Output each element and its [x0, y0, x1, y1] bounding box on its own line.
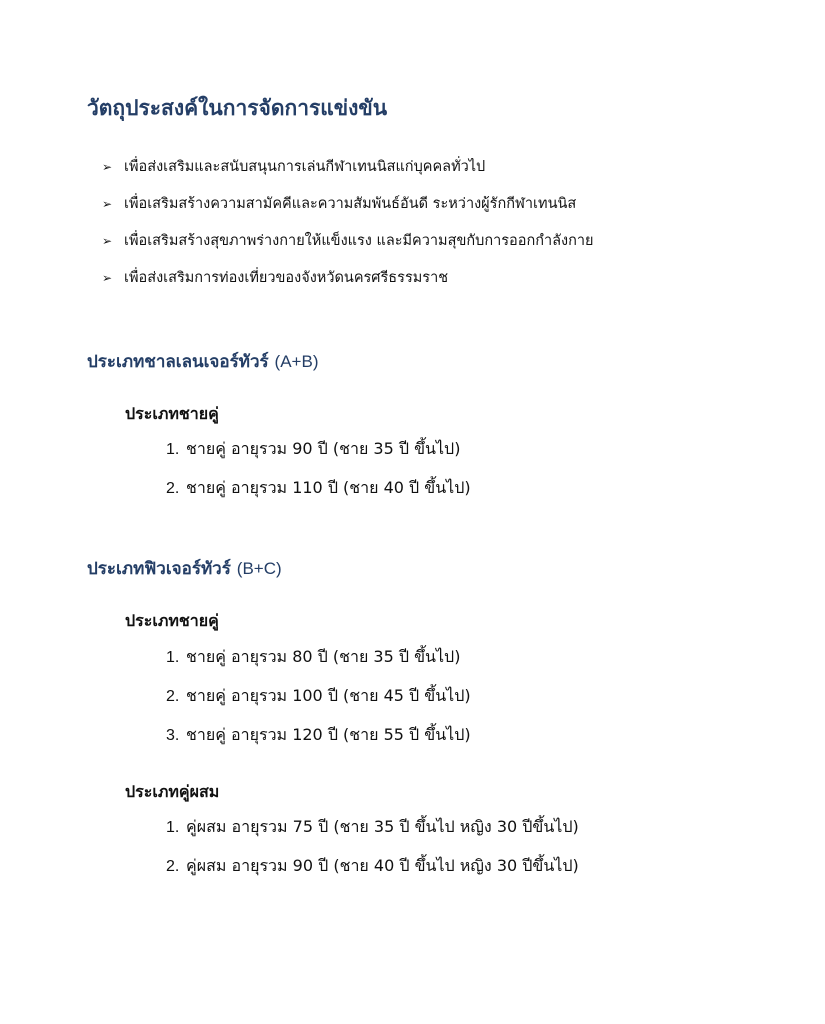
item-number: 2. — [166, 857, 180, 875]
list-item — [102, 222, 594, 259]
objective-text: เพื่อเสริมสร้างความสามัคคีและความสัมพันธ์อันดี ระหว่างผู้รักกีฬาเทนนิส — [124, 196, 577, 212]
item-number: 3. — [166, 726, 180, 744]
item-text: ชายคู่ อายุรวม 90 ปี (ชาย 35 ปี ขึ้นไป) — [186, 439, 461, 458]
arrow-bullet-icon: ➢ — [102, 270, 113, 285]
list-item — [166, 847, 579, 886]
future-mixed-list — [166, 808, 579, 886]
future-title-text: ประเภทฟิวเจอร์ทัวร์ — [87, 559, 231, 579]
arrow-bullet-icon: ➢ — [102, 196, 113, 211]
list-item — [166, 808, 579, 847]
future-men-list — [166, 638, 471, 755]
challenger-category: ประเภทชายคู่ — [125, 404, 219, 423]
objectives-list — [102, 148, 594, 296]
item-text: ชายคู่ อายุรวม 110 ปี (ชาย 40 ปี ขึ้นไป) — [186, 478, 471, 497]
challenger-title-text: ประเภทชาลเลนเจอร์ทัวร์ — [87, 352, 269, 372]
future-mixed-category: ประเภทคู่ผสม — [125, 782, 220, 801]
item-text: ชายคู่ อายุรวม 120 ปี (ชาย 55 ปี ขึ้นไป) — [186, 725, 471, 744]
list-item — [102, 185, 594, 222]
list-item — [166, 430, 471, 469]
item-number: 1. — [166, 818, 180, 836]
item-text: ชายคู่ อายุรวม 80 ปี (ชาย 35 ปี ขึ้นไป) — [186, 647, 461, 666]
list-item — [166, 638, 471, 677]
challenger-title — [87, 348, 318, 375]
objective-text: เพื่อส่งเสริมและสนับสนุนการเล่นกีฬาเทนนิสแก่บุคคลทั่วไป — [124, 159, 486, 175]
list-item — [102, 259, 594, 296]
item-number: 1. — [166, 440, 180, 458]
item-number: 1. — [166, 648, 180, 666]
future-men-category: ประเภทชายคู่ — [125, 611, 219, 630]
challenger-code: (A+B) — [274, 352, 319, 371]
arrow-bullet-icon: ➢ — [102, 233, 113, 248]
list-item — [166, 716, 471, 755]
objective-text: เพื่อส่งเสริมการท่องเที่ยวของจังหวัดนครศรีธรรมราช — [124, 270, 449, 286]
item-text: คู่ผสม อายุรวม 75 ปี (ชาย 35 ปี ขึ้นไป หญิง 30 ปีขึ้นไป) — [186, 817, 579, 836]
arrow-bullet-icon: ➢ — [102, 159, 113, 174]
objectives-title: วัตถุประสงค์ในการจัดการแข่งขัน — [87, 96, 388, 120]
list-item — [102, 148, 594, 185]
list-item — [166, 677, 471, 716]
item-number: 2. — [166, 479, 180, 497]
challenger-list — [166, 430, 471, 508]
item-text: คู่ผสม อายุรวม 90 ปี (ชาย 40 ปี ขึ้นไป หญิง 30 ปีขึ้นไป) — [186, 856, 579, 875]
item-number: 2. — [166, 687, 180, 705]
list-item — [166, 469, 471, 508]
item-text: ชายคู่ อายุรวม 100 ปี (ชาย 45 ปี ขึ้นไป) — [186, 686, 471, 705]
future-title — [87, 555, 282, 582]
objective-text: เพื่อเสริมสร้างสุขภาพร่างกายให้แข็งแรง และมีความสุขกับการออกกำลังกาย — [124, 233, 594, 249]
future-code: (B+C) — [236, 559, 282, 578]
